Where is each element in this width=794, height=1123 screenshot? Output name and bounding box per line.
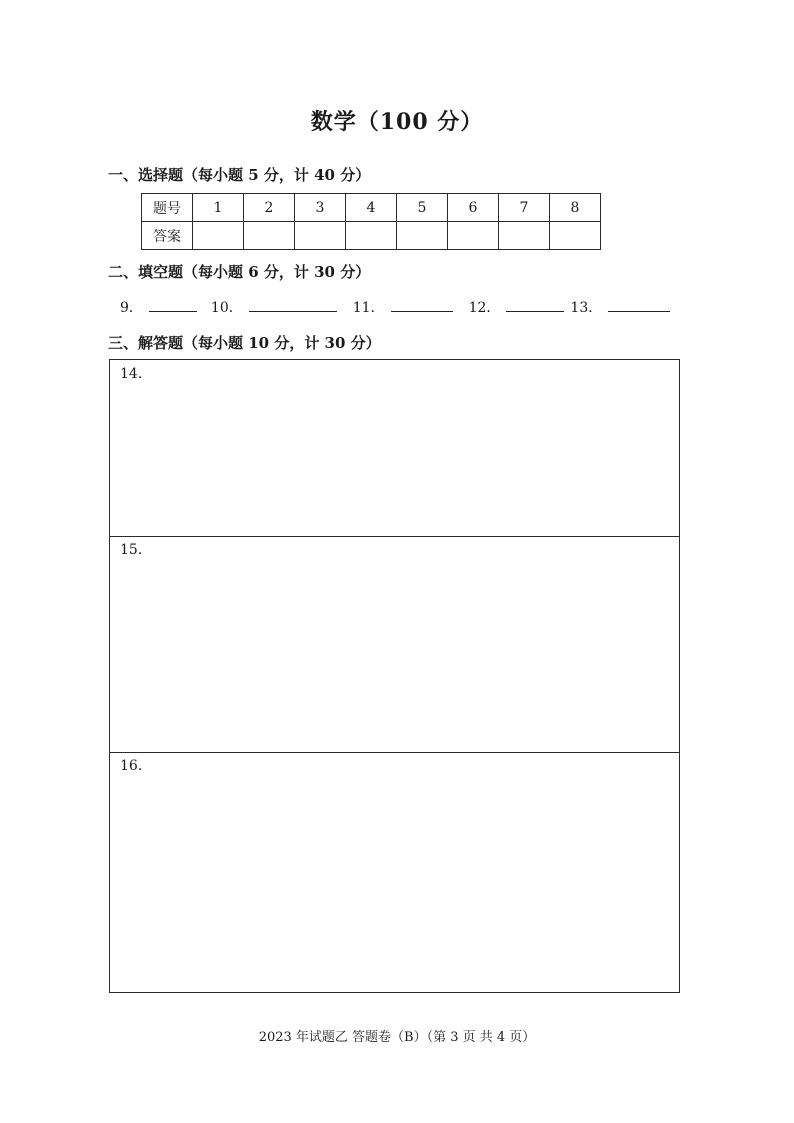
fill-item-9: [120, 297, 197, 317]
question-number: 15.: [120, 542, 143, 558]
answer-cell[interactable]: [397, 222, 448, 250]
question-number-cell: 2: [244, 194, 295, 222]
answer-cell[interactable]: [295, 222, 346, 250]
fill-item-10: [211, 297, 337, 317]
page-title: 数学（100 分）: [310, 109, 484, 135]
question-number-cell: 8: [550, 194, 601, 222]
fill-item-label: 10．: [210, 300, 243, 316]
table-row: [142, 194, 601, 222]
question-number-cell: 7: [499, 194, 550, 222]
fill-blank-line[interactable]: [391, 297, 453, 312]
fill-item-11: [353, 297, 453, 317]
fill-item-12: [469, 297, 565, 317]
answer-box-16[interactable]: [109, 752, 680, 993]
fill-item-label: 9．: [120, 300, 143, 316]
answer-cell[interactable]: [499, 222, 550, 250]
answer-box-14[interactable]: [109, 359, 680, 537]
row-label-answer: 答案: [142, 222, 193, 250]
answer-cell[interactable]: [550, 222, 601, 250]
question-number-cell: 3: [295, 194, 346, 222]
fill-blank-line[interactable]: [149, 297, 197, 312]
section-heading-fill: 二、填空题（每小题 6 分，计 30 分）: [108, 263, 371, 281]
fill-item-13: [570, 297, 670, 317]
answer-box-15[interactable]: [109, 536, 680, 753]
question-number-cell: 1: [193, 194, 244, 222]
question-number: 16.: [120, 758, 143, 774]
fill-item-label: 13．: [570, 300, 603, 316]
section-heading-solve: 三、解答题（每小题 10 分，计 30 分）: [108, 334, 381, 352]
fill-item-label: 12．: [468, 300, 501, 316]
question-number-cell: 4: [346, 194, 397, 222]
fill-blank-row: [120, 297, 670, 317]
answer-cell[interactable]: [193, 222, 244, 250]
question-number: 14.: [120, 366, 143, 382]
answer-cell[interactable]: [244, 222, 295, 250]
fill-item-label: 11．: [352, 300, 385, 316]
section-heading-choice: 一、选择题（每小题 5 分，计 40 分）: [108, 166, 371, 184]
row-label-number: 题号: [142, 194, 193, 222]
question-number-cell: 6: [448, 194, 499, 222]
page-footer: 2023 年试题乙 答题卷（B）（第 3 页 共 4 页）: [258, 1030, 536, 1045]
fill-blank-line[interactable]: [249, 297, 337, 312]
table-row: [142, 222, 601, 250]
fill-blank-line[interactable]: [506, 297, 564, 312]
choice-answer-table: [141, 193, 601, 250]
answer-cell[interactable]: [346, 222, 397, 250]
question-number-cell: 5: [397, 194, 448, 222]
answer-cell[interactable]: [448, 222, 499, 250]
fill-blank-line[interactable]: [608, 297, 670, 312]
